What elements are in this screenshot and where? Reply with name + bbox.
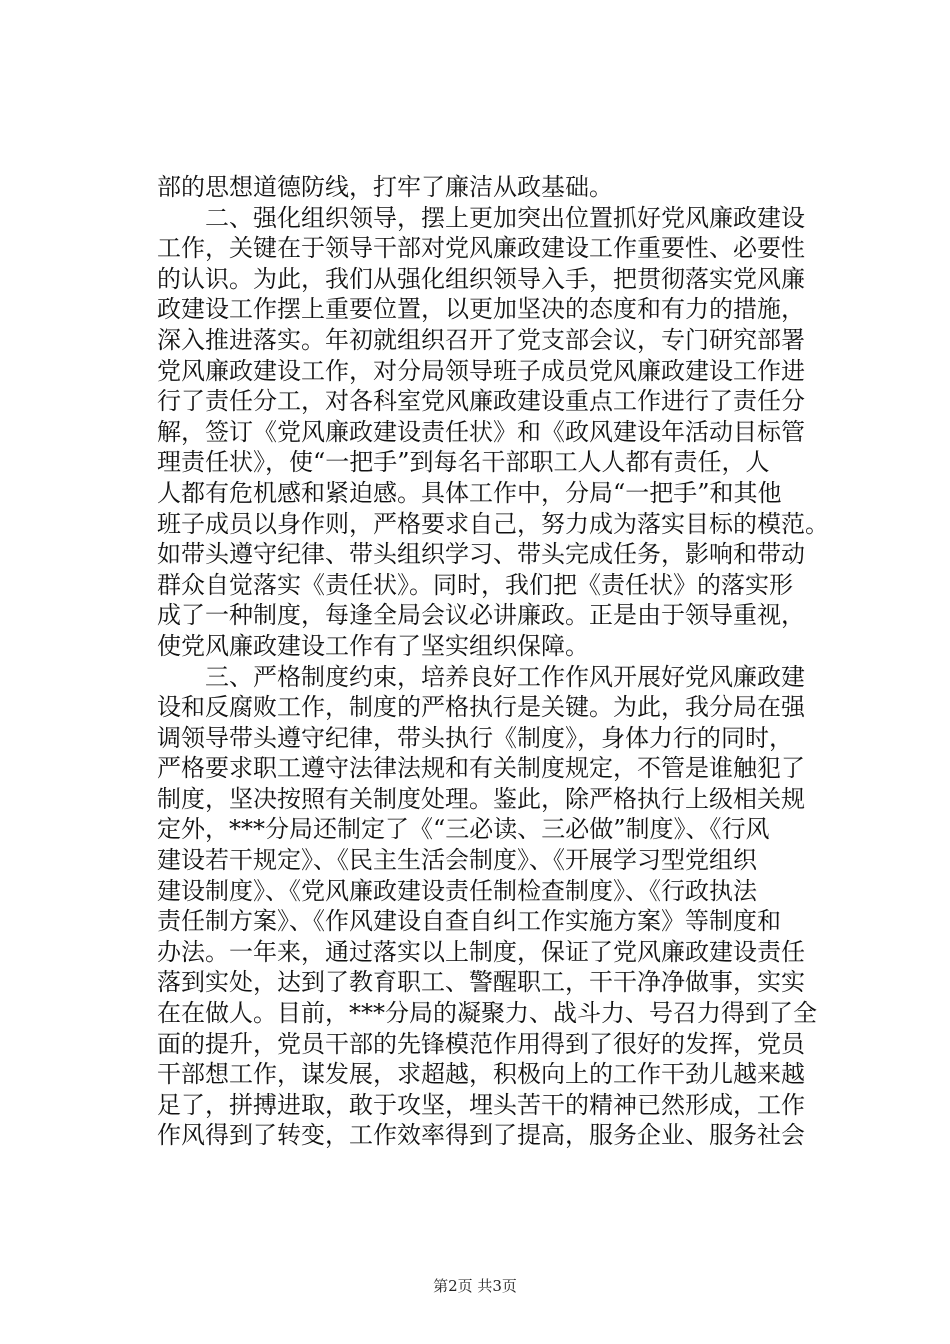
document-body (157, 172, 837, 1151)
text-line: 工作，关键在于领导干部对党风廉政建设工作重要性、必要性 (157, 234, 805, 263)
text-line: 办法。一年来，通过落实以上制度，保证了党风廉政建设责任 (157, 937, 805, 966)
text-line: 成了一种制度，每逢全局会议必讲廉政。正是由于领导重视， (157, 601, 805, 630)
page-number-footer: 第2页 共3页 (433, 1277, 517, 1295)
paragraph-heading-line: 三、严格制度约束，培养良好工作作风开展好党风廉政建 (205, 662, 805, 691)
text-line: 在在做人。目前，***分局的凝聚力、战斗力、号召力得到了全 (157, 999, 817, 1028)
text-line: 深入推进落实。年初就组织召开了党支部会议，专门研究部署 (157, 325, 805, 354)
text-line: 严格要求职工遵守法律法规和有关制度规定，不管是谁触犯了 (157, 754, 805, 783)
text-line: 定外，***分局还制定了《“三必读、三必做”制度》、《行风 (157, 815, 770, 844)
text-line: 人都有危机感和紧迫感。具体工作中，分局“一把手”和其他 (157, 478, 782, 507)
text-line: 落到实处，达到了教育职工、警醒职工，干干净净做事，实实 (157, 968, 805, 997)
text-line: 面的提升，党员干部的先锋模范作用得到了很好的发挥，党员 (157, 1029, 805, 1058)
text-line: 设和反腐败工作，制度的严格执行是关键。为此，我分局在强 (157, 693, 805, 722)
text-line: 干部想工作，谋发展，求超越，积极向上的工作干劲儿越来越 (157, 1060, 805, 1089)
text-line: 班子成员以身作则，严格要求自己，努力成为落实目标的模范。 (157, 509, 829, 538)
text-line: 制度，坚决按照有关制度处理。鉴此，除严格执行上级相关规 (157, 784, 805, 813)
paragraph-heading-line: 二、强化组织领导，摆上更加突出位置抓好党风廉政建设 (205, 203, 805, 232)
text-line: 政建设工作摆上重要位置，以更加坚决的态度和有力的措施， (157, 295, 805, 324)
text-line: 解，签订《党风廉政建设责任状》和《政风建设年活动目标管 (157, 417, 805, 446)
text-line: 使党风廉政建设工作有了坚实组织保障。 (157, 631, 589, 660)
text-line: 责任制方案》、《作风建设自查自纠工作实施方案》等制度和 (157, 907, 781, 936)
text-line: 群众自觉落实《责任状》。同时，我们把《责任状》的落实形 (157, 570, 793, 599)
text-line: 党风廉政建设工作，对分局领导班子成员党风廉政建设工作进 (157, 356, 805, 385)
text-line: 行了责任分工，对各科室党风廉政建设重点工作进行了责任分 (157, 387, 805, 416)
text-line: 建设制度》、《党风廉政建设责任制检查制度》、《行政执法 (157, 876, 757, 905)
text-line: 建设若干规定》、《民主生活会制度》、《开展学习型党组织 (157, 846, 757, 875)
text-line: 调领导带头遵守纪律，带头执行《制度》，身体力行的同时， (157, 723, 793, 752)
text-line: 如带头遵守纪律、带头组织学习、带头完成任务，影响和带动 (157, 540, 805, 569)
text-line: 作风得到了转变，工作效率得到了提高，服务企业、服务社会 (157, 1121, 805, 1150)
text-line: 理责任状》，使“一把手”到每名干部职工人人都有责任，人 (157, 448, 770, 477)
text-line: 足了，拼搏进取，敢于攻坚，埋头苦干的精神已然形成，工作 (157, 1090, 805, 1119)
text-line: 部的思想道德防线，打牢了廉洁从政基础。 (157, 173, 613, 201)
text-line: 的认识。为此，我们从强化组织领导入手，把贯彻落实党风廉 (157, 264, 805, 293)
